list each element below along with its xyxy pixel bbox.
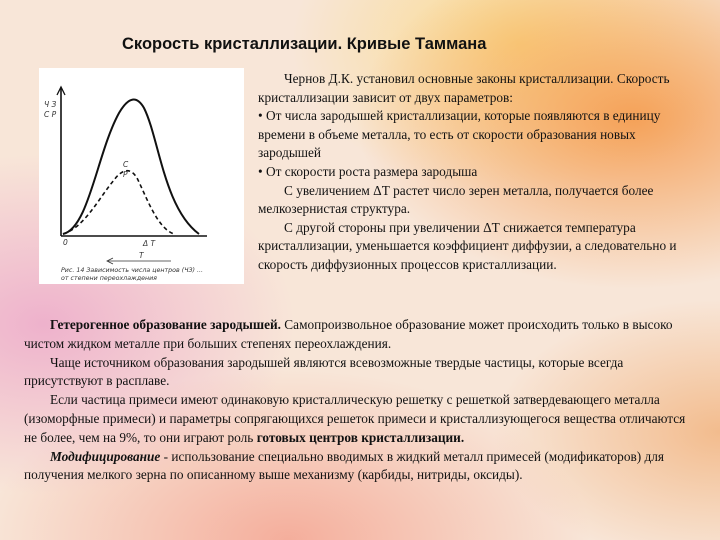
curve-label-p: Р [123, 170, 128, 179]
ready-centers-text: готовых центров кристаллизации. [256, 429, 465, 445]
other-side-paragraph: С другой стороны при увеличении ΔТ снижается температура кристаллизации, уменьшается коэффициент диффузии, а следовательно и скорость диффузионных процессов кристаллизации. [258, 219, 677, 272]
bullet-growth-rate: • От скорости роста размера зародыша [258, 163, 478, 179]
y-label-top: Ч З [44, 100, 57, 109]
t-label: Т [139, 251, 144, 260]
heterogeneous-paragraph [24, 316, 692, 354]
chernov-paragraph: Чернов Д.К. установил основные законы кристаллизации. Скорость кристаллизации зависит от двух параметров: [258, 71, 670, 105]
modification-term: Модифицирование [50, 448, 161, 464]
bullet-nuclei-count: • От числа зародышей кристаллизации, которые появляются в единицу времени в объеме металла, то есть от скорости образования новых зародышей [258, 108, 661, 161]
impurity-paragraph [24, 391, 692, 447]
modification-paragraph [24, 448, 692, 486]
dashed-curve-cp [63, 171, 174, 234]
curve-label-c: С [123, 160, 129, 169]
particles-paragraph: Чаще источником образования зародышей являются всевозможные твердые частицы, которые всегда присутствуют в расплаве. [24, 354, 624, 389]
heterogeneous-heading: Гетерогенное образование зародышей. [50, 317, 281, 332]
heterogeneous-text: Самопроизвольное образование может происходить только в высоко чистом жидком металле при больших степенях переохлаждения. [24, 317, 673, 351]
origin-label: 0 [63, 238, 68, 247]
tammann-curves-graph [39, 68, 244, 284]
figure-caption-2: от степени переохлаждения [61, 275, 157, 282]
x-label-dt: Δ Т [143, 239, 156, 248]
solid-curve-cz [63, 100, 199, 234]
bottom-text-block [24, 316, 692, 485]
slide-title: Скорость кристаллизации. Кривые Таммана [122, 35, 487, 53]
tammann-curves-figure [39, 68, 244, 284]
y-label-bottom: С Р [44, 110, 57, 119]
figure-caption-1: Рис. 14 Зависимость числа центров (ЧЗ) ... [61, 267, 204, 274]
modification-text: - использование специально вводимых в жидкий металл примесей (модификаторов) для получения мелкого зерна по описанному выше механизму (карбиды, нитриды, оксиды). [24, 448, 665, 483]
impurity-text: Если частица примеси имеют одинаковую кристаллическую решетку с решеткой затвердевающего металла (изоморфные примеси) и параметры сопрягающихся решеток примеси и кристаллизующегося вещества отличаются не более, чем на 9%, то они играют роль [24, 392, 686, 445]
right-text-block [258, 70, 702, 275]
undercooling-paragraph: С увеличением ΔТ растет число зерен металла, получается более мелкозернистая структура. [258, 182, 654, 217]
